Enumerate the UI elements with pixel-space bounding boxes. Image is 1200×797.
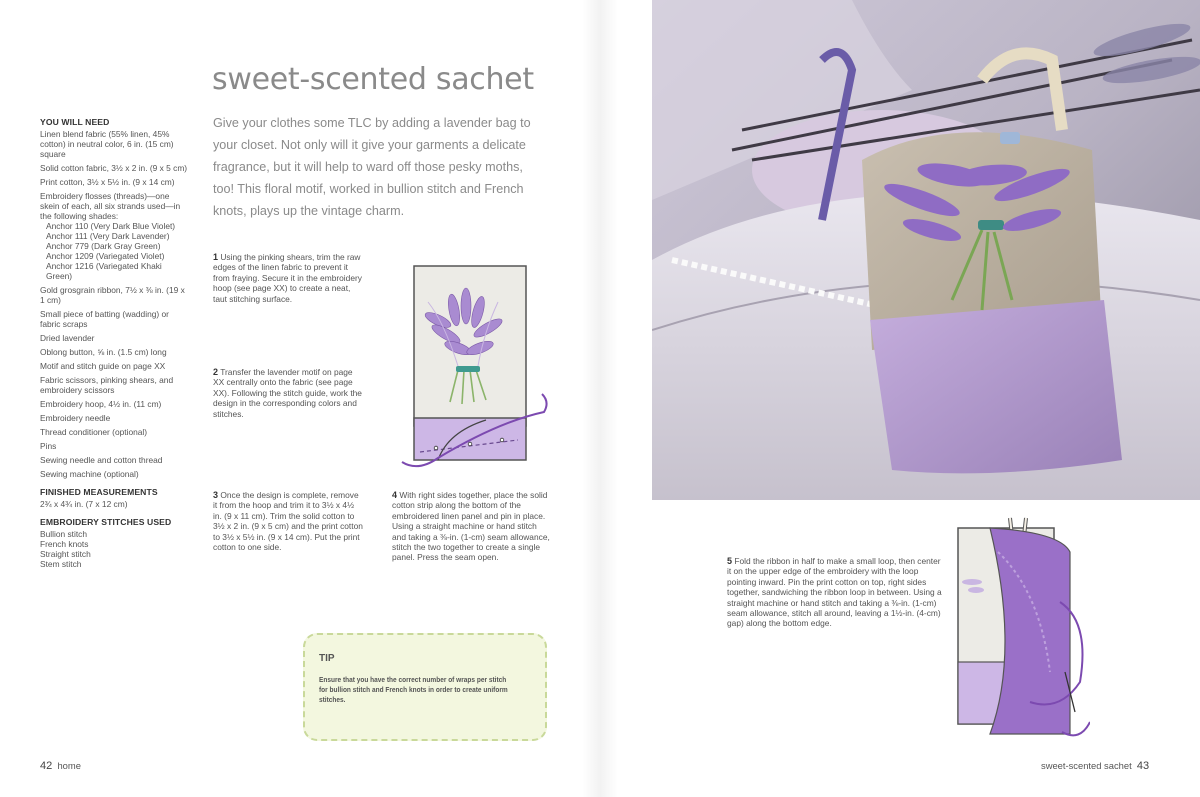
materials-item: Sewing machine (optional) [40,469,139,479]
stitch-item: Straight stitch [40,549,91,559]
materials-column [40,117,190,569]
step-5 [727,556,943,629]
finished-measurements-heading: FINISHED MEASUREMENTS [40,487,158,497]
tip-text: Ensure that you have the correct number of wraps per stitch for bullion stitch and French knots in order to create uniform stitches. [319,675,508,704]
embroidered-panel-illustration [398,262,556,480]
floss-shade: Anchor 1209 (Variegated Violet) [46,251,165,261]
floss-shade: Anchor 110 (Very Dark Blue Violet) [46,221,176,231]
step-text: Fold the ribbon in half to make a small loop, then center it on the upper edge of the embroidery with the loop pointing inward. Pin the print cotton on top, right sides together, sandwiching the ribbon loop in between. Using a straight machine or hand stitch and taking a ⅜-in. (1-cm) seam allowance, stitch all around, leaving a 1½-in. (4-cm) gap) along the bottom edge. [727,556,942,629]
step-text: Transfer the lavender motif on page XX centrally onto the fabric (see page XX). Following the stitch guide, work the design in the corresponding colors and stitches. [213,367,362,419]
materials-item: Sewing needle and cotton thread [40,455,163,465]
materials-item: Thread conditioner (optional) [40,427,148,437]
materials-item: Solid cotton fabric, 3½ x 2 in. (9 x 5 cm) [40,163,188,173]
folio-label: sweet-scented sachet [1041,760,1132,771]
step-number: 4 [392,490,398,500]
step-4 [392,490,550,563]
sachet-photo [652,0,1200,500]
folio-left [40,760,81,772]
intro-paragraph: Give your clothes some TLC by adding a lavender bag to your closet. Not only will it give your garments a delicate fragrance, but it will help to ward off those pesky moths, too! This floral motif, worked in bullion stitch and French knots, plays up the vintage charm. [213,116,531,218]
finished-measurements-text: 2¾ x 4¾ in. (7 x 12 cm) [40,499,128,509]
tip-title: TIP [319,653,335,664]
stitches-heading: EMBROIDERY STITCHES USED [40,517,172,527]
folio-label: home [57,760,81,771]
materials-item: Oblong button, ⅝ in. (1.5 cm) long [40,347,167,357]
stitch-item: Stem stitch [40,559,82,569]
materials-item: Pins [40,441,57,451]
step-number: 2 [213,367,219,377]
step-number: 5 [727,556,733,566]
materials-item: Dried lavender [40,333,95,343]
materials-item: Print cotton, 3½ x 5½ in. (9 x 14 cm) [40,177,175,187]
floss-shade: Anchor 1216 (Variegated Khaki Green) [46,261,162,281]
materials-item: Embroidery flosses (threads)—one skein of each, all six strands used—in the following shades: [40,191,181,221]
sachet-assembly-illustration [950,512,1090,746]
book-gutter [582,0,618,797]
materials-item: Motif and stitch guide on page XX [40,361,166,371]
page-number: 42 [40,760,53,772]
folio-right [1041,760,1149,772]
step-text: With right sides together, place the solid cotton strip along the bottom of the embroidered linen panel and pin in place. Using a straight machine or hand stitch and taking a ⅜-in. (1-cm) seam allowance, stitch the two together to create a single panel. Press the seam open. [392,490,550,563]
step-2 [213,367,365,419]
materials-item: Embroidery hoop, 4½ in. (11 cm) [40,399,162,409]
floss-shade: Anchor 111 (Very Dark Lavender) [46,231,170,241]
materials-item: Fabric scissors, pinking shears, and embroidery scissors [40,375,174,395]
step-text: Using the pinking shears, trim the raw edges of the linen fabric to prevent it from fraying. Secure it in the embroidery hoop (see page XX) to create a neat, taut stitching surface. [213,252,362,304]
you-will-need-heading: YOU WILL NEED [40,117,110,127]
sachet [862,132,1122,473]
step-1 [213,252,365,304]
floss-shade: Anchor 779 (Dark Gray Green) [46,241,161,251]
step-text: Once the design is complete, remove it from the hoop and trim it to 3½ x 4½ in. (9 x 11 cm). Trim the solid cotton to 3½ x 2 in. (9 x 5 cm) and the print cotton to 3½ x 5½ in. (9 x 14 cm). Put the print cotton to one side. [213,490,363,553]
tip-box [303,633,547,741]
bundle-tie [456,366,480,372]
stitch-item: Bullion stitch [40,529,88,539]
step-number: 1 [213,252,219,262]
materials-item: Embroidery needle [40,413,111,423]
materials-item: Linen blend fabric (55% linen, 45% cotton) in neutral color, 6 in. (15 cm) square [40,129,174,159]
materials-item: Gold grosgrain ribbon, 7½ x ⅜ in. (19 x 1 cm) [40,285,185,305]
step-number: 3 [213,490,219,500]
step-3 [213,490,365,552]
page-number: 43 [1136,760,1150,772]
stitch-item: French knots [40,539,89,549]
materials-item: Small piece of batting (wadding) or fabric scraps [40,309,169,329]
page-title: sweet-scented sachet [212,62,534,97]
